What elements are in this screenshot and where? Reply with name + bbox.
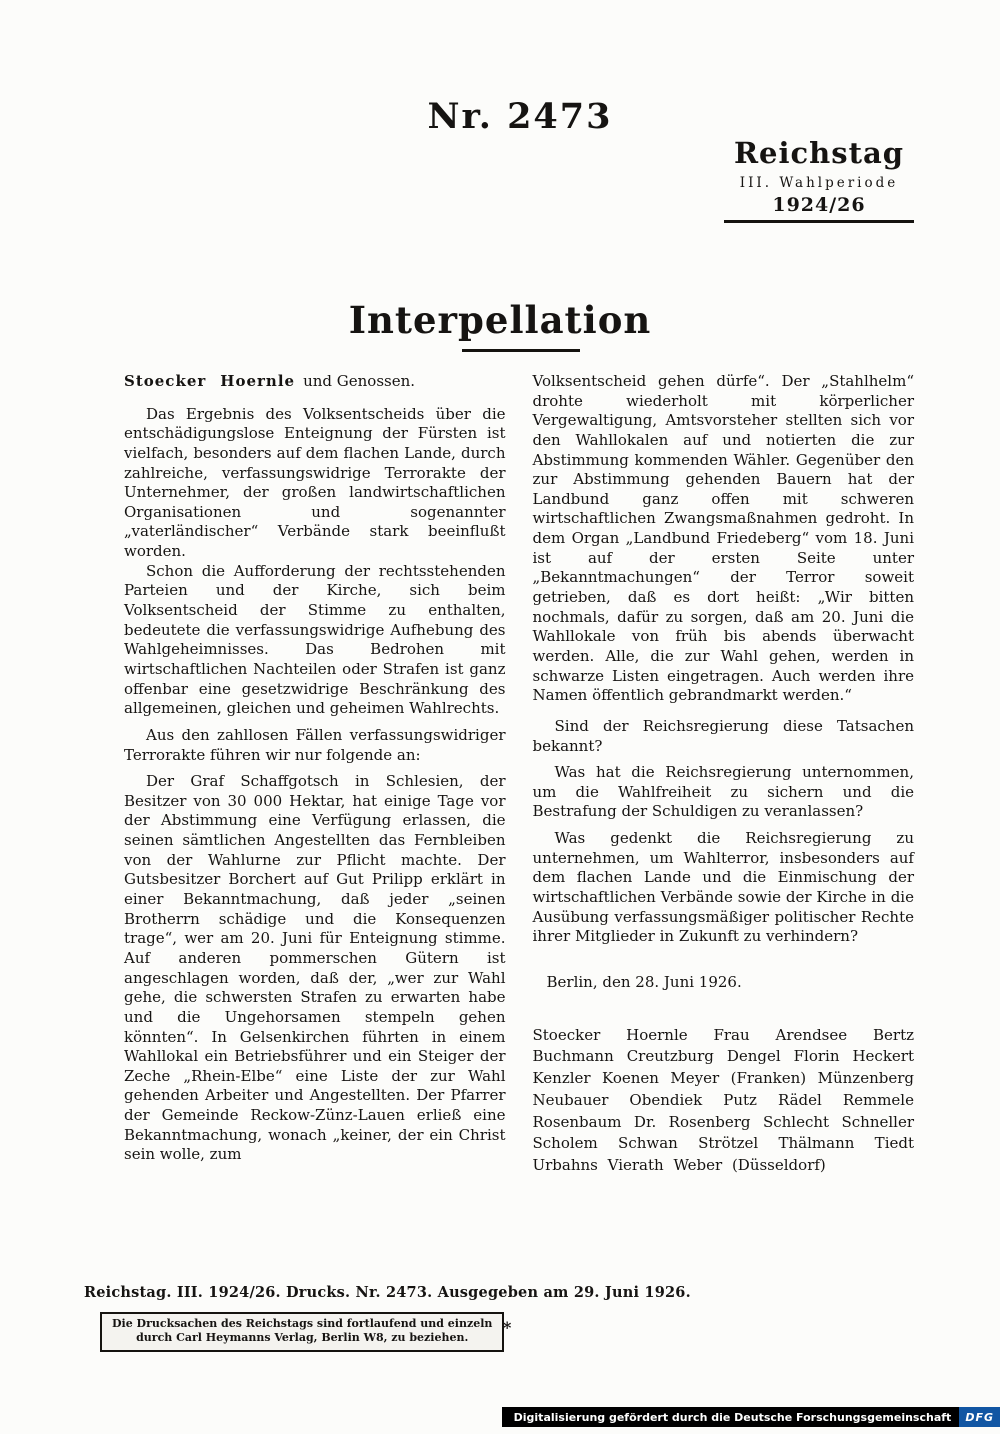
session-years: 1924/26 [724, 194, 914, 223]
author-name-1: Stoecker [124, 372, 207, 390]
page-title: Interpellation [348, 298, 652, 342]
election-period: III. Wahlperiode [739, 175, 899, 191]
author-name-2: Hoernle [220, 372, 296, 390]
date-line: Berlin, den 28. Juni 1926. [546, 972, 742, 991]
title-divider [462, 349, 580, 352]
digitization-bar [502, 1407, 1000, 1427]
reichstag-header-block [724, 136, 914, 223]
publisher-box-note [100, 1312, 504, 1352]
question-2: Was hat die Reichsregierung unternommen, um die Wahlfreiheit zu sichern und die Bestrafung der Schuldigen zu veranlassen? [532, 763, 914, 821]
right-column [533, 372, 915, 1177]
paragraph-beispiele-fortsetzung: Volksentscheid gehen dürfe“. Der „Stahlhelm“ drohte wiederholt mit körperlicher Vergewaltigung, Amtsvorsteher stellten sich vor den Wahllokalen auf und notierten die zur Abstimmung kommenden Wähler. Gegenüber den zur Abstimmung gehenden Bauern hat der Landbund ganz offen mit schweren wirtschaftlichen Zwangsmaßnahmen gedroht. In dem Organ „Landbund Friedeberg“ vom 18. Juni ist auf der ersten Seite unter „Bekanntmachungen“ der Terror soweit getrieben, daß es dort heißt: „Wir bitten nochmals, dafür zu sorgen, daß am 20. Juni die Wahllokale von früh bis abends überwacht werden. Alle, die zur Wahl gehen, werden in schwarze Listen eingetragen. Auch werden ihre Namen öffentlich gebrandmarkt werden.“ [532, 372, 914, 705]
signatories-list: Stoecker Hoernle Frau Arendsee Bertz Buchmann Creutzburg Dengel Florin Heckert Kenzler Koenen Meyer (Franken) Münzenberg Neubauer Obendiek Putz Rädel Remmele Rosenbaum Dr. Rosenberg Schlecht Schneller Scholem Schwan Strötzel Thälmann Tiedt Urbahns Vierath Weber (Düsseldorf) [532, 1025, 914, 1175]
publisher-note-line-1: Die Drucksachen des Reichstags sind fortlaufend und einzeln [112, 1317, 493, 1330]
digitization-credit: Digitalisierung gefördert durch die Deutsche Forschungsgemeinschaft [513, 1410, 952, 1424]
authors-line [124, 372, 506, 392]
imprint-line: Reichstag. III. 1924/26. Drucks. Nr. 2473. Ausgegeben am 29. Juni 1926. [84, 1284, 691, 1301]
paragraph-beispiele: Der Graf Schaffgotsch in Schlesien, der Besitzer von 30 000 Hektar, hat einige Tage vor der Abstimmung eine Verfügung erlassen, die seinen sämtlichen Angestellten das Fernbleiben von der Wahlurne zur Pflicht machte. Der Gutsbesitzer Borchert auf Gut Prilipp erklärt in einer Bekanntmachung, daß jeder „seinen Brotherrn schädige und die Konsequenzen trage“, wer am 20. Juni für Enteignung stimme. Auf anderen pommerschen Gütern ist angeschlagen worden, daß der, „wer zur Wahl gehe, die schwersten Strafen zu erwarten habe und die Ungehorsamen stempeln gehen könnten“. In Gelsenkirchen führten in einem Wahllokal ein Betriebsführer und ein Steiger der Zeche „Rhein-Elbe“ eine Liste der zur Wahl gehenden Arbeiter und Angestellten. Der Pfarrer der Gemeinde Reckow-Zünz-Lauen erließ eine Bekanntmachung, wonach „keiner, der ein Christ sein wolle, zum [124, 772, 506, 1164]
question-1: Sind der Reichsregierung diese Tatsachen bekannt? [532, 716, 914, 755]
dfg-logo: DFG [959, 1407, 1000, 1427]
left-column [124, 372, 506, 1177]
document-body [124, 372, 914, 1177]
institution-name: Reichstag [733, 136, 905, 170]
publisher-note-line-2: durch Carl Heymanns Verlag, Berlin W8, zu beziehen. [136, 1331, 469, 1345]
question-3: Was gedenkt die Reichsregierung zu unternehmen, um Wahlterror, insbesonders auf dem flachen Lande und die Einmischung der wirtschaftlichen Verbände sowie der Kirche in die Ausübung verfassungsmäßiger politischer Rechte ihrer Mitglieder in Zukunft zu verhindern? [532, 829, 914, 946]
footnote-asterisk: * [503, 1318, 512, 1337]
paragraph-aufforderung: Schon die Aufforderung der rechtsstehenden Parteien und der Kirche, sich beim Volksentscheid der Stimme zu enthalten, bedeutete die verfassungswidrige Aufhebung des Wahlgeheimnisses. Das Bedrohen mit wirtschaftlichen Nachteilen oder Strafen ist ganz offenbar eine gesetzwidrige Beschränkung des allgemeinen, gleichen und geheimen Wahlrechts. [124, 561, 506, 718]
document-number: Nr. 2473 [427, 96, 613, 137]
authors-suffix: und Genossen. [303, 372, 416, 390]
paragraph-faelle: Aus den zahllosen Fällen verfassungswidriger Terrorakte führen wir nur folgende an: [124, 725, 506, 764]
paragraph-intro: Das Ergebnis des Volksentscheids über die entschädigungslose Enteignung der Fürsten ist vielfach, besonders auf dem flachen Lande, durch zahlreiche, verfassungswidrige Terrorakte der Unternehmer, der großen landwirtschaftlichen Organisationen und sogenannter „vaterländischer“ Verbände stark beeinflußt worden. [124, 404, 506, 561]
